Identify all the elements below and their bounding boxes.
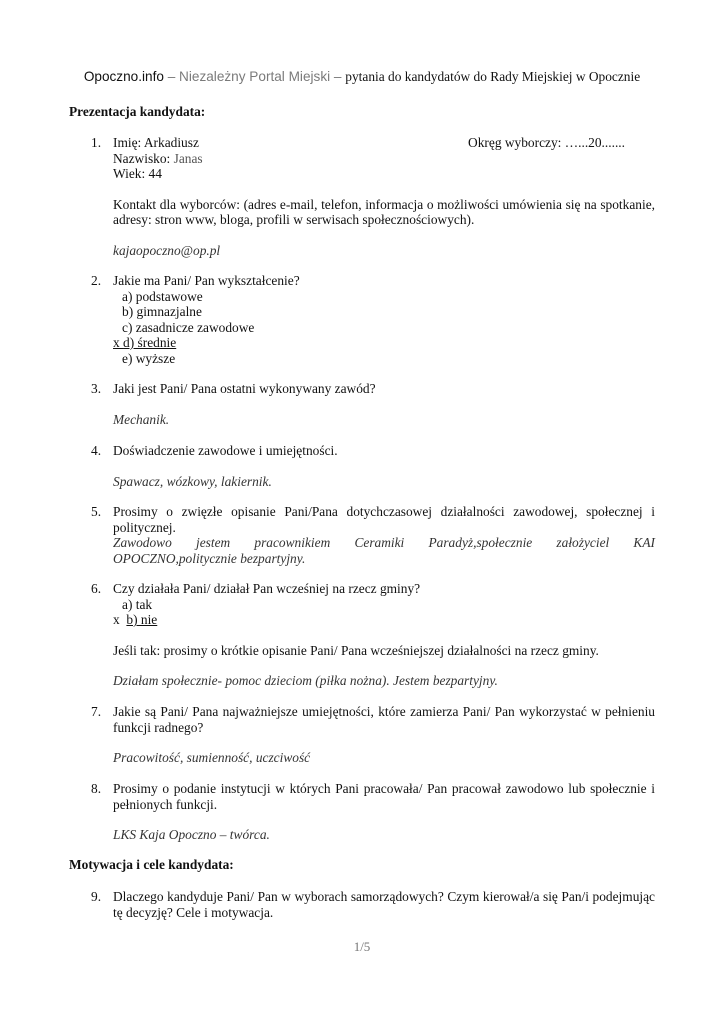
question-number: 4. <box>91 443 102 458</box>
age-line <box>113 166 655 182</box>
page-number: 1/5 <box>353 939 371 954</box>
education-option: a) podstawowe <box>122 288 203 304</box>
question-number: 2. <box>91 273 102 288</box>
question-number: 8. <box>91 781 102 796</box>
age-label: Wiek: <box>113 166 149 181</box>
header-dash: – <box>163 69 180 84</box>
question-9 <box>91 889 655 920</box>
answer-text: Mechanik. <box>113 411 170 427</box>
first-name-label: Imię: <box>113 135 144 150</box>
selected-mark: x <box>113 612 127 627</box>
question-4 <box>91 443 655 489</box>
question-text: Jaki jest Pani/ Pana ostatni wykonywany zawód? <box>113 381 376 396</box>
last-name-label: Nazwisko: <box>113 150 174 166</box>
option-no-selected <box>113 612 655 628</box>
contact-answer: kajaopoczno@op.pl <box>113 242 221 258</box>
last-name-line <box>113 151 655 167</box>
first-name-line <box>113 135 199 151</box>
education-option: e) wyższe <box>122 350 176 366</box>
question-number: 9. <box>91 889 102 904</box>
option-no: b) nie <box>126 612 158 627</box>
question-5 <box>91 504 655 566</box>
followup-question: Jeśli tak: prosimy o krótkie opisanie Pani/ Pana wcześniejszej działalności na rzecz gminy. <box>113 642 599 658</box>
question-text: Prosimy o podanie instytucji w których Pani pracowała/ Pan pracował zawodowo lub społecznie i pełnionych funkcji. <box>113 781 655 812</box>
first-name-value: Arkadiusz <box>143 135 199 150</box>
question-6 <box>91 581 655 689</box>
district-label: Okręg wyborczy: <box>468 135 565 150</box>
name-district-row <box>113 135 655 151</box>
question-text: Jakie ma Pani/ Pan wykształcenie? <box>113 273 300 288</box>
education-option: c) zasadnicze zawodowe <box>122 319 255 335</box>
contact-prompt: Kontakt dla wyborców: (adres e-mail, telefon, informacja o możliwości umówienia się na spotkanie, adresy: stron www, bloga, profili w serwisach społecznościowych). <box>113 196 655 227</box>
question-7 <box>91 704 655 766</box>
section-title-presentation: Prezentacja kandydata: <box>69 104 206 119</box>
question-text: Prosimy o zwięzłe opisanie Pani/Pana dotychczasowej działalności zawodowej, społecznej i politycznej. <box>113 504 655 535</box>
question-number: 5. <box>91 504 102 519</box>
question-number: 1. <box>91 135 102 150</box>
selected-option: d) średnie <box>123 335 177 350</box>
header-dash: – <box>330 69 346 84</box>
answer-text: Pracowitość, sumienność, uczciwość <box>113 750 311 765</box>
answer-text: LKS Kaja Opoczno – twórca. <box>113 827 270 842</box>
site-name: Opoczno.info <box>83 69 164 84</box>
answer-text: Zawodowo jestem pracownikiem Ceramiki Paradyż,społecznie założyciel KAI OPOCZNO,politycznie bezpartyjny. <box>113 535 655 566</box>
portal-name: Niezależny Portal Miejski <box>179 69 331 84</box>
education-option: b) gimnazjalne <box>122 304 202 319</box>
section-title-motivation: Motywacja i cele kandydata: <box>69 857 234 872</box>
question-text: Czy działała Pani/ działał Pan wcześniej na rzecz gminy? <box>113 581 421 596</box>
question-3 <box>91 381 655 427</box>
question-number: 3. <box>91 381 102 396</box>
district-line <box>468 135 655 151</box>
page-header <box>0 69 724 85</box>
age-value: 44 <box>148 166 162 181</box>
district-value: …...20....... <box>564 135 625 150</box>
question-number: 6. <box>91 581 102 596</box>
answer-text: Spawacz, wózkowy, lakiernik. <box>113 473 272 489</box>
question-text: Jakie są Pani/ Pana najważniejsze umiejętności, które zamierza Pani/ Pan wykorzystać w pełnieniu funkcji radnego? <box>113 704 655 735</box>
education-option-selected <box>113 335 655 351</box>
question-2 <box>91 273 655 366</box>
question-text: Doświadczenie zawodowe i umiejętności. <box>113 443 338 458</box>
question-number: 7. <box>91 704 102 719</box>
answer-text: Działam społecznie- pomoc dzieciom (piłka nożna). Jestem bezpartyjny. <box>113 673 498 688</box>
selected-mark: x <box>113 335 124 350</box>
last-name-value: Janas <box>173 150 203 166</box>
question-8 <box>91 781 655 843</box>
option-yes: a) tak <box>122 596 153 612</box>
header-subject: pytania do kandydatów do Rady Miejskiej w Opocznie <box>345 69 641 84</box>
question-text: Dlaczego kandyduje Pani/ Pan w wyborach samorządowych? Czym kierował/a się Pan/i podejmując tę decyzję? Cele i motywacja. <box>113 889 655 920</box>
question-1 <box>91 135 655 258</box>
